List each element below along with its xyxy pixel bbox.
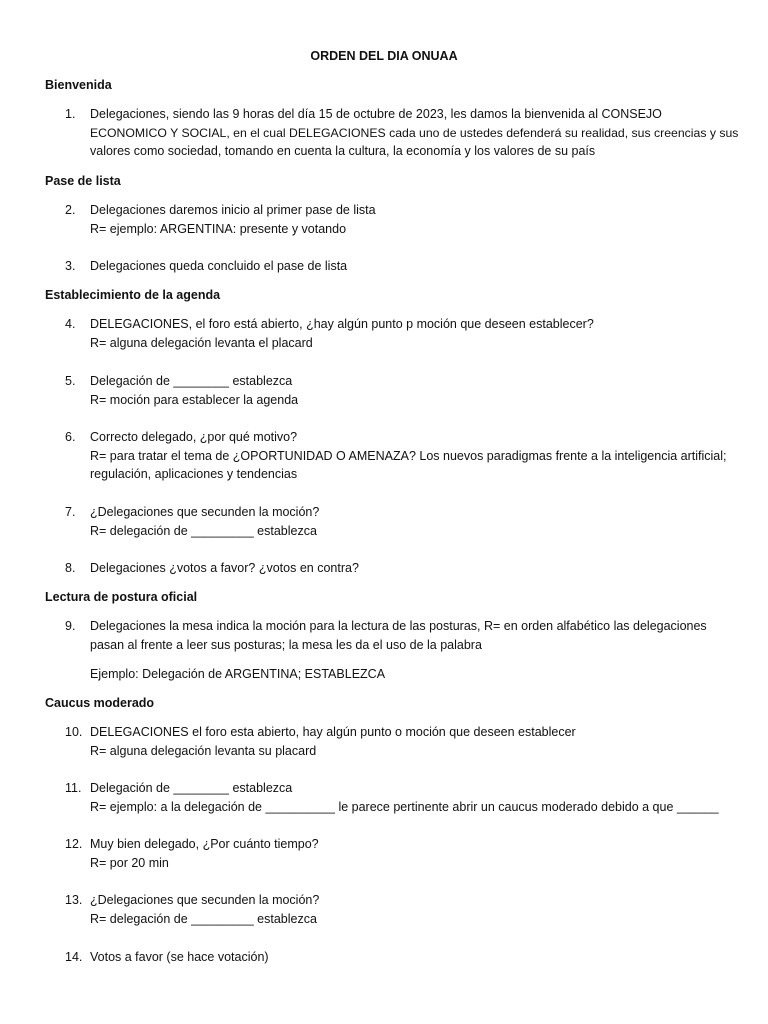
item-line: DELEGACIONES el foro esta abierto, hay algún punto o moción que deseen establecer: [90, 725, 576, 739]
item-line: ECONOMICO Y SOCIAL, en el cual DELEGACIONES cada uno de ustedes defenderá su realidad, sus creencias y sus: [90, 125, 739, 140]
item-line: R= alguna delegación levanta el placard: [90, 335, 313, 350]
document-title: ORDEN DEL DIA ONUAA: [310, 49, 458, 63]
item-line: regulación, aplicaciones y tendencias: [90, 467, 298, 481]
item-line: Correcto delegado, ¿por qué motivo?: [90, 430, 298, 444]
item-line: R= moción para establecer la agenda: [90, 392, 299, 407]
item-line: Delegaciones ¿votos a favor? ¿votos en contra?: [90, 561, 359, 575]
item-line: R= delegación de _________ establezca: [90, 523, 317, 538]
item-line: R= delegación de _________ establezca: [90, 911, 317, 926]
item-number: 8.: [65, 561, 76, 575]
item-line: Delegaciones daremos inicio al primer pase de lista: [90, 203, 376, 217]
item-line: Delegaciones, siendo las 9 horas del día 15 de octubre de 2023, les damos la bienvenida al CONSEJO: [90, 107, 662, 121]
example-line: Ejemplo: Delegación de ARGENTINA; ESTABLEZCA: [90, 667, 386, 681]
item-number: 14.: [65, 950, 83, 964]
item-line: R= por 20 min: [90, 855, 169, 870]
item-number: 10.: [65, 725, 83, 739]
item-number: 1.: [65, 107, 76, 121]
list-item-5: [65, 372, 730, 409]
list-item-7: [65, 503, 730, 540]
section-lectura-postura: Lectura de postura oficial: [45, 590, 198, 604]
list-item-2: [65, 201, 730, 238]
list-item-11: [65, 779, 730, 816]
list-item-9: [65, 617, 730, 654]
item-number: 11.: [65, 781, 82, 795]
item-line: R= ejemplo: a la delegación de __________ le parece pertinente abrir un caucus moderado debido a que ______: [90, 799, 719, 814]
item-line: Delegación de ________ establezca: [90, 374, 293, 388]
item-number: 5.: [65, 374, 76, 388]
list-item-3: [65, 257, 730, 276]
item-line: Votos a favor (se hace votación): [90, 950, 269, 964]
item-number: 13.: [65, 893, 83, 907]
list-item-13: [65, 891, 730, 928]
item-line: ¿Delegaciones que secunden la moción?: [90, 505, 320, 519]
item-line: pasan al frente a leer sus posturas; la mesa les da el uso de la palabra: [90, 637, 482, 652]
item-number: 9.: [65, 619, 76, 633]
list-item-12: [65, 835, 730, 872]
item-line: ¿Delegaciones que secunden la moción?: [90, 893, 320, 907]
item-number: 12.: [65, 837, 83, 851]
list-item-1: [65, 105, 739, 161]
section-bienvenida: Bienvenida: [45, 78, 112, 92]
item-9-example: [90, 665, 730, 684]
item-line: valores como sociedad, tomando en cuenta la cultura, la economía y los valores de su país: [90, 144, 596, 158]
item-number: 4.: [65, 317, 76, 331]
item-line: Muy bien delegado, ¿Por cuánto tiempo?: [90, 837, 319, 851]
list-item-4: [65, 315, 730, 352]
item-line: DELEGACIONES, el foro está abierto, ¿hay algún punto p moción que deseen establecer?: [90, 317, 594, 331]
list-item-6: [65, 428, 730, 484]
item-number: 3.: [65, 259, 76, 273]
item-line: Delegaciones queda concluido el pase de lista: [90, 259, 348, 273]
list-item-10: [65, 723, 730, 760]
section-caucus-moderado: Caucus moderado: [45, 696, 155, 710]
section-agenda: Establecimiento de la agenda: [45, 288, 221, 302]
section-pase-de-lista: Pase de lista: [45, 174, 121, 188]
item-line: Delegación de ________ establezca: [90, 781, 293, 795]
item-line: R= para tratar el tema de ¿OPORTUNIDAD O AMENAZA? Los nuevos paradigmas frente a la inteligencia artificial;: [90, 448, 727, 463]
item-number: 6.: [65, 430, 76, 444]
list-item-14: [65, 948, 730, 967]
item-number: 2.: [65, 203, 76, 217]
item-line: R= ejemplo: ARGENTINA: presente y votando: [90, 221, 347, 236]
item-number: 7.: [65, 505, 76, 519]
item-line: Delegaciones la mesa indica la moción para la lectura de las posturas, R= en orden alfabético las delegaciones: [90, 619, 707, 633]
list-item-8: [65, 559, 730, 578]
item-line: R= alguna delegación levanta su placard: [90, 743, 317, 758]
